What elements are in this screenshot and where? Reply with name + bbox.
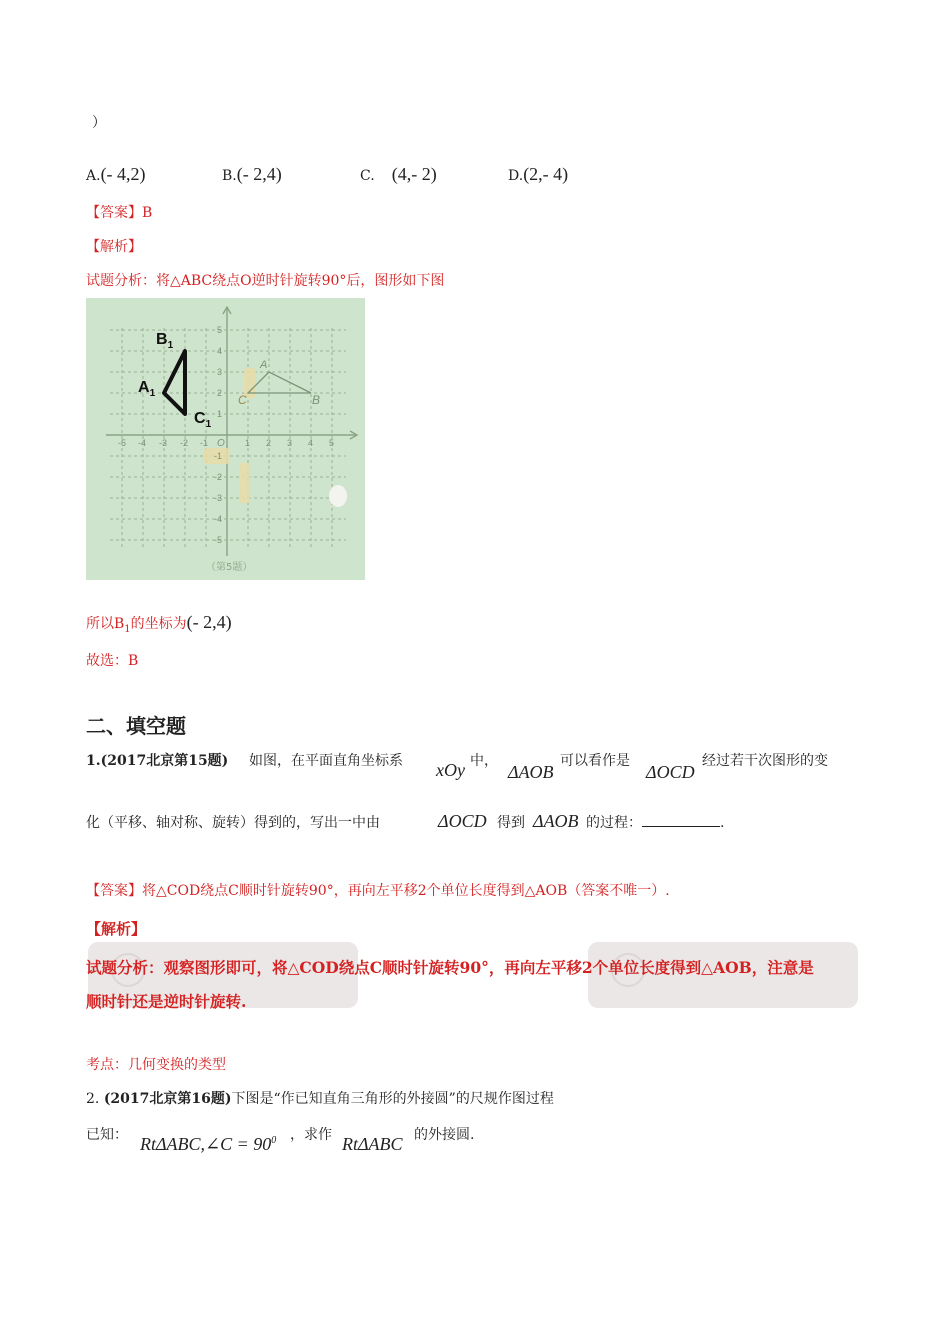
label-b1: $B_1$ [156,331,174,351]
q5-analysis-line: 试题分析：将△ABC绕点O逆时针旋转90°后，图形如下图 [86,273,445,289]
q5-choose: 故选：B [86,653,139,669]
svg-text:-1: -1 [200,438,209,448]
svg-text:-1: -1 [214,451,223,461]
svg-text:-2: -2 [180,438,189,448]
triangle-abc [248,372,311,393]
svg-text:-5: -5 [214,535,223,545]
q1-kaodian: 考点：几何变换的类型 [86,1057,226,1073]
svg-text:-3: -3 [159,438,168,448]
q2-text: 下图是“作已知直角三角形的外接圆”的尺规作图过程 [231,1091,554,1107]
paren-close: ） [92,115,106,131]
q1-line2-ocd: ΔOCD [438,811,487,831]
q2-source: (2017北京第16题) [103,1091,232,1107]
q1-ocd: ΔOCD [646,762,695,782]
label-o: O [217,438,225,449]
svg-text:1: 1 [245,438,251,448]
svg-text:3: 3 [217,367,223,377]
q2-given-sup: 0 [271,1135,277,1146]
q1-answer: 【答案】将△COD绕点C顺时针旋转90°，再向左平移2个单位长度得到△AOB（答案不唯一）. [86,883,670,899]
q1-text-b: 中， [470,753,498,769]
rotation-figure [86,298,365,580]
option-b-value: (- 2,4) [236,164,282,184]
q2-num: 2. [86,1091,100,1107]
q1-analysis-line1: 试题分析：观察图形即可，将△COD绕点C顺时针旋转90°，再向左平移2个单位长度得到△AOB，注意是 [86,958,814,977]
q1-line2-c [586,812,724,832]
option-d [508,164,568,185]
svg-text:2: 2 [266,438,272,448]
option-a [86,164,146,185]
svg-text:5: 5 [329,438,335,448]
q2-given-math [140,1134,276,1155]
white-blot [329,485,347,507]
label-c1: $C_1$ [194,410,212,430]
option-c [360,164,437,185]
q1-analysis-line2: 顺时针还是逆时针旋转. [86,992,247,1011]
q5-analysis-heading: 【解析】 [86,239,142,255]
label-a1: $A_1$ [138,379,156,399]
svg-text:4: 4 [217,346,223,356]
label-a: A [260,359,268,371]
svg-text:3: 3 [287,438,293,448]
q2-text-b: ，求作 [290,1127,332,1143]
x-tick-labels [118,438,334,448]
q1-xoy: xOy [436,760,465,780]
svg-text:-4: -4 [138,438,147,448]
q5-conclusion [86,612,232,635]
option-c-value: (4,- 2) [391,164,437,184]
triangle-a1b1c1 [164,351,185,414]
option-b-label: B. [222,168,237,184]
svg-text:-5: -5 [118,438,127,448]
q2-line [86,1088,554,1108]
conclusion-suffix: 的坐标为 [130,616,187,632]
section-title: 二、填空题 [86,714,186,738]
label-c: C [238,393,247,407]
q1-line2-end: . [720,815,725,831]
option-d-label: D. [508,168,524,184]
answer-blank [642,812,720,827]
q2-given-label: 已知： [86,1127,128,1143]
conclusion-value: (- 2,4) [186,612,232,632]
svg-text:5: 5 [217,325,223,335]
svg-text:4: 4 [308,438,314,448]
q1-line2-c-text: 的过程： [586,815,642,831]
option-b [222,164,282,185]
option-a-value: (- 4,2) [100,164,146,184]
label-b: B [312,393,321,407]
svg-text:-4: -4 [214,514,223,524]
q1-source: 1.(2017北京第15题) [86,753,229,769]
q1-text-d: 经过若干次图形的变 [702,753,828,769]
svg-text:-2: -2 [214,472,223,482]
q1-text-c: 可以看作是 [560,753,630,769]
svg-text:-3: -3 [214,493,223,503]
svg-text:1: 1 [217,409,223,419]
figure-caption: （第5题） [206,562,253,573]
q1-line2-aob: ΔAOB [533,811,579,831]
conclusion-sub: 1 [124,624,131,636]
q2-target-math: RtΔABC [342,1134,403,1154]
conclusion-prefix: 所以B [86,616,125,632]
svg-text:2: 2 [217,388,223,398]
q1-text-a: 如图，在平面直角坐标系 [249,753,403,769]
q5-answer: 【答案】B [86,205,153,221]
q1-analysis-heading: 【解析】 [86,920,147,938]
q1-line2-a: 化（平移、轴对称、旋转）得到的，写出一中由 [86,815,380,831]
option-c-label: C. [360,168,375,184]
option-d-value: (2,- 4) [523,164,569,184]
option-a-label: A. [86,168,101,184]
q1-line2-b: 得到 [497,815,525,831]
q2-text-c: 的外接圆. [414,1127,475,1143]
q1-aob: ΔAOB [508,762,554,782]
q2-given-expr: RtΔABC,∠C = 90 [140,1134,272,1154]
